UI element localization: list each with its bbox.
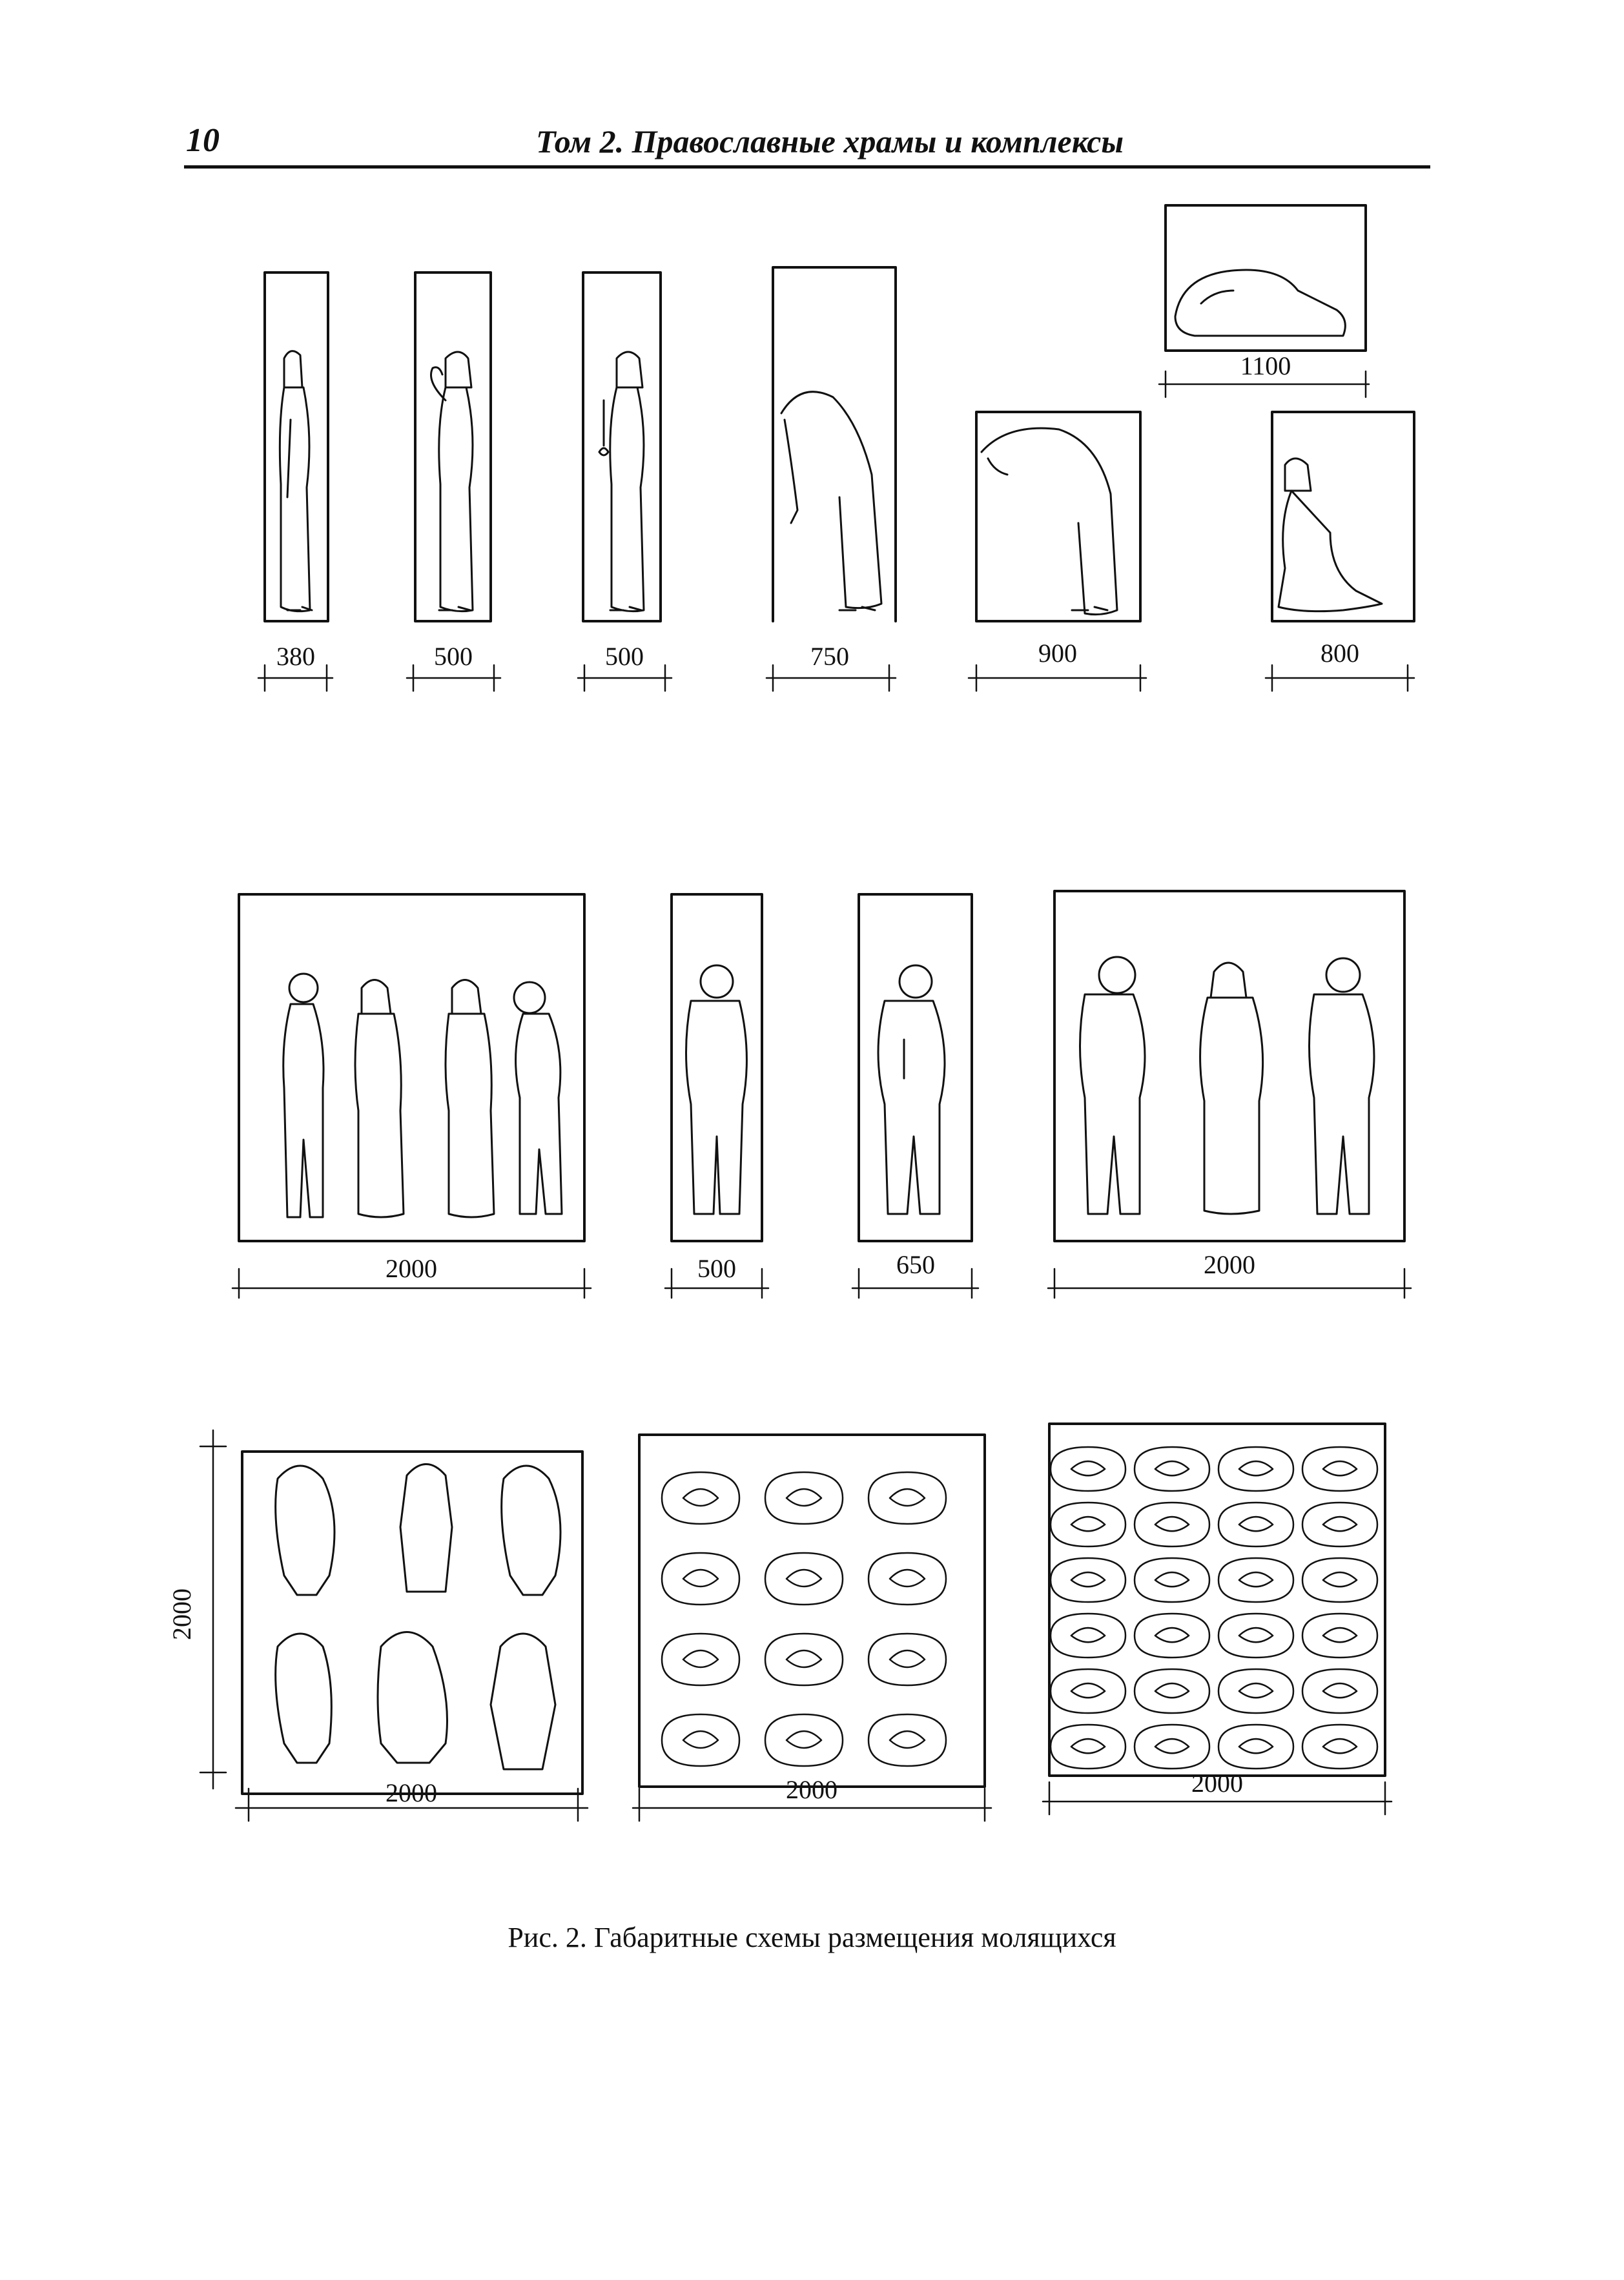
prostrating-figure: [869, 1553, 946, 1605]
row1-dim-1: 380: [276, 642, 315, 671]
prostrating-figure: [1135, 1669, 1209, 1713]
row2-dim-2: 500: [697, 1254, 736, 1283]
page-number: 10: [186, 122, 220, 159]
prostrating-figure: [1051, 1725, 1125, 1769]
prostrating-figure: [1218, 1614, 1293, 1658]
prostrating-figure: [869, 1634, 946, 1685]
prostrating-figure: [1302, 1558, 1377, 1602]
row1-dim-3: 500: [605, 642, 644, 671]
panel-candle: [583, 272, 661, 621]
panel-plan-kneeling: [242, 1452, 582, 1794]
row2-dim-1: 2000: [385, 1254, 437, 1283]
prostrating-figure: [1218, 1447, 1293, 1491]
prostrating-figure: [1302, 1614, 1377, 1658]
prostrating-figure: [662, 1634, 739, 1685]
row1-dim-7: 800: [1321, 639, 1359, 668]
prostrating-figure: [662, 1553, 739, 1605]
prostrating-figure: [1051, 1503, 1125, 1546]
panel-plan-prostration-dense: [1049, 1424, 1385, 1776]
prostrating-figure: [869, 1472, 946, 1524]
prostrating-figure: [1051, 1614, 1125, 1658]
row3-dimension-lines: [200, 1430, 1392, 1821]
prostrating-figure: [765, 1553, 843, 1605]
prostrating-figure: [1218, 1503, 1293, 1546]
prostrating-figure: [1135, 1447, 1209, 1491]
prostrating-figure: [1302, 1447, 1377, 1491]
prostrating-figure: [662, 1714, 739, 1766]
panel-crossing: [415, 272, 491, 621]
prostrating-figure: [1051, 1558, 1125, 1602]
panel-deep-bow: [976, 412, 1140, 621]
row3-dim-1: 2000: [385, 1778, 437, 1807]
panel-standing-profile: [265, 272, 328, 621]
prostrating-figure: [1135, 1614, 1209, 1658]
prostrating-figure: [765, 1714, 843, 1766]
prostrating-figure: [662, 1472, 739, 1524]
prostrating-figure: [765, 1634, 843, 1685]
prostrating-figure: [1218, 1725, 1293, 1769]
prostrating-figure: [1051, 1447, 1125, 1491]
prostrating-figure: [1051, 1669, 1125, 1713]
row3-side-dim: 2000: [167, 1588, 196, 1640]
panel-queue-four: [239, 894, 584, 1241]
prostrating-figure: [1302, 1669, 1377, 1713]
prostrating-figure: [1135, 1725, 1209, 1769]
panel-three-front: [1054, 891, 1404, 1241]
row1-dim-5: 900: [1038, 639, 1077, 668]
panel-kneeling: [1272, 412, 1414, 621]
prostrating-figure: [1218, 1558, 1293, 1602]
prostrating-figure: [1302, 1503, 1377, 1546]
prostrating-figure: [1302, 1725, 1377, 1769]
prostration-blobs: [662, 1447, 1377, 1769]
panel-single-man: [672, 894, 762, 1241]
panel-waist-bow: [773, 267, 896, 621]
running-header-title: Том 2. Православные храмы и комплексы: [536, 123, 1124, 159]
figure-caption: Рис. 2. Габаритные схемы размещения молящихся: [508, 1922, 1116, 1953]
prostrating-figure: [765, 1472, 843, 1524]
row2-dim-3: 650: [896, 1250, 935, 1279]
prostrating-figure: [869, 1714, 946, 1766]
prostrating-figure: [1218, 1669, 1293, 1713]
prostrating-figure: [1135, 1558, 1209, 1602]
row1-dim-6: 1100: [1240, 351, 1291, 380]
panel-prostration: [1166, 205, 1366, 351]
prostrating-figure: [1135, 1503, 1209, 1546]
row1-dim-2: 500: [434, 642, 473, 671]
row3-dim-2: 2000: [786, 1775, 838, 1804]
row3-dim-3: 2000: [1191, 1769, 1243, 1798]
row2-dim-4: 2000: [1204, 1250, 1255, 1279]
panel-man-with-candle: [859, 894, 972, 1241]
row1-dim-4: 750: [810, 642, 849, 671]
